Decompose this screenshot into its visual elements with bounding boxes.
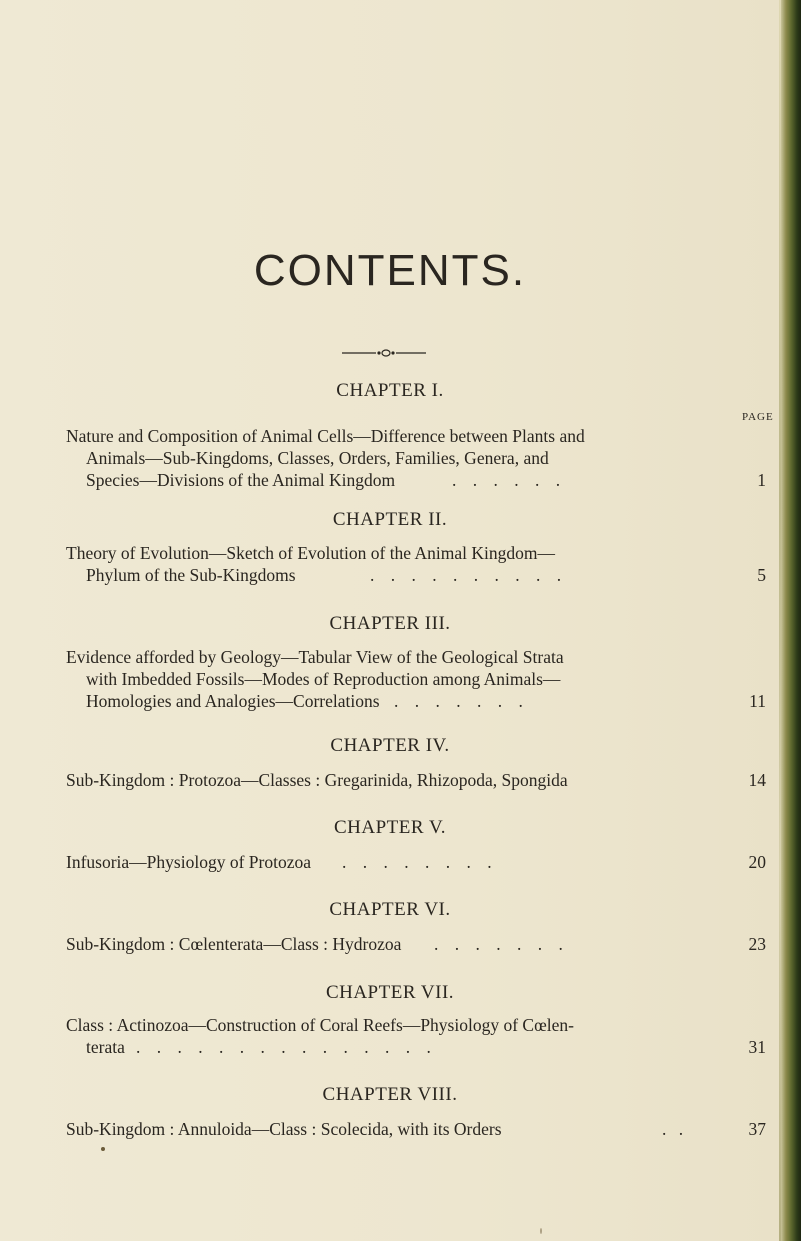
toc-entry[interactable]	[66, 1014, 766, 1058]
page-number: 1	[757, 470, 766, 490]
page-title: CONTENTS.	[253, 246, 527, 295]
leader-dots: . . . . . . . . . .	[370, 565, 568, 585]
paper-speck	[540, 1228, 542, 1234]
leader-dots: . . . . . . . . . . . . . . .	[136, 1037, 437, 1057]
chapter-heading: CHAPTER VI.	[329, 899, 451, 920]
leader-dots: . . . . . . . .	[342, 852, 498, 872]
page-number: 37	[748, 1119, 766, 1139]
page-column-label: PAGE	[742, 411, 774, 423]
book-spine	[781, 0, 801, 1241]
toc-entry[interactable]	[66, 646, 766, 712]
entry-text: Homologies and Analogies—Correlations	[86, 691, 380, 711]
chapter-heading: CHAPTER VII.	[325, 982, 455, 1003]
leader-dots: . .	[662, 1119, 688, 1139]
chapter-heading: CHAPTER VIII.	[322, 1084, 458, 1105]
chapter-heading: CHAPTER I.	[336, 380, 444, 401]
toc-entry[interactable]	[66, 851, 766, 873]
entry-line	[66, 933, 766, 955]
entry-line	[66, 851, 766, 873]
leader-dots: . . . . . . .	[434, 934, 569, 954]
leader-dots: . . . . . . .	[394, 691, 529, 711]
paper-speck	[101, 1147, 105, 1151]
entry-line	[66, 1118, 766, 1140]
entry-text: Sub-Kingdom : Protozoa—Classes : Gregarinida, Rhizopoda, Spongida	[66, 770, 568, 790]
toc-entry[interactable]	[66, 933, 766, 955]
chapter-heading: CHAPTER V.	[334, 817, 446, 838]
entry-line: Theory of Evolution—Sketch of Evolution of the Animal Kingdom—	[66, 543, 555, 563]
chapter-heading: CHAPTER III.	[329, 613, 451, 634]
leader-dots: . . . . . .	[452, 470, 567, 490]
entry-text: Sub-Kingdom : Annuloida—Class : Scolecida, with its Orders	[66, 1119, 502, 1139]
entry-line: with Imbedded Fossils—Modes of Reproduction among Animals—	[86, 669, 561, 689]
entry-text: Sub-Kingdom : Cœlenterata—Class : Hydrozoa	[66, 934, 402, 954]
page-number: 23	[748, 934, 766, 954]
chapter-heading: CHAPTER II.	[332, 509, 448, 530]
entry-text: Infusoria—Physiology of Protozoa	[66, 852, 311, 872]
page-number: 14	[748, 770, 766, 790]
chapter-heading: CHAPTER IV.	[330, 735, 450, 756]
page-number: 20	[748, 852, 766, 872]
toc-entry[interactable]	[66, 1118, 766, 1140]
entry-line	[66, 690, 766, 712]
page-number: 31	[748, 1037, 766, 1057]
entry-line: Animals—Sub-Kingdoms, Classes, Orders, Families, Genera, and	[86, 448, 549, 468]
toc-entry[interactable]	[66, 769, 766, 791]
entry-line: Nature and Composition of Animal Cells—Difference between Plants and	[66, 426, 585, 446]
entry-text: Phylum of the Sub-Kingdoms	[86, 565, 296, 585]
entry-text: Species—Divisions of the Animal Kingdom	[86, 470, 396, 490]
toc-entry[interactable]	[66, 425, 766, 491]
entry-line: Class : Actinozoa—Construction of Coral Reefs—Physiology of Cœlen-	[66, 1015, 574, 1035]
page-number: 5	[757, 565, 766, 585]
entry-text: terata	[86, 1037, 125, 1057]
entry-line	[66, 469, 766, 491]
entry-line	[66, 769, 766, 791]
toc-entry[interactable]	[66, 542, 766, 586]
page-number: 11	[749, 691, 766, 711]
entry-line	[66, 1036, 766, 1058]
ornament-divider-icon	[342, 348, 426, 358]
entry-line	[66, 564, 766, 586]
entry-line: Evidence afforded by Geology—Tabular View of the Geological Strata	[66, 647, 564, 667]
